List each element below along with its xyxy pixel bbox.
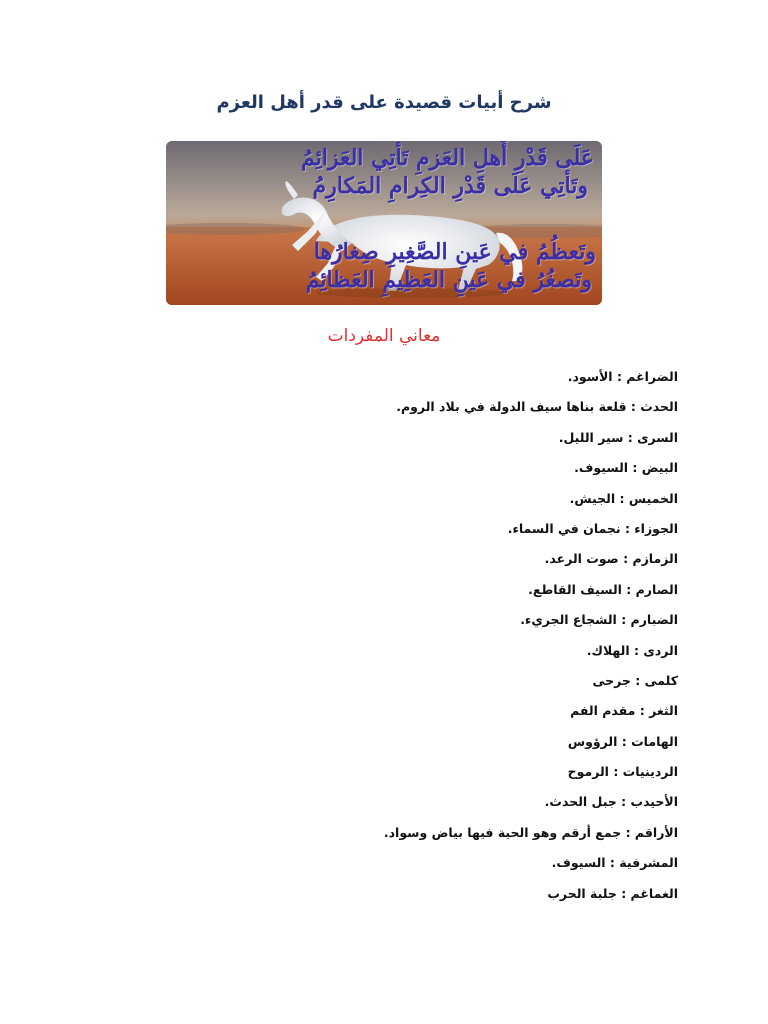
page-title: شرح أبيات قصيدة على قدر أهل العزم <box>216 92 552 113</box>
vocabulary-item: البيض : السيوف. <box>574 460 678 476</box>
poem-banner-image <box>166 141 602 305</box>
vocabulary-item: الثغر : مقدم الفم <box>570 703 678 719</box>
vocabulary-item: كلمى : جرحى <box>592 672 678 688</box>
vocabulary-item: الأحيدب : جبل الحدث. <box>544 794 678 810</box>
vocabulary-item: المشرفية : السيوف. <box>551 855 678 871</box>
vocabulary-item: السرى : سير الليل. <box>558 429 678 445</box>
vocabulary-item: الزمازم : صوت الرعد. <box>544 551 678 567</box>
vocabulary-item: الهامات : الرؤوس <box>567 733 678 749</box>
poem-line-2: وتَأتِي عَلَى قَدْرِ الكِرامِ المَكارِمُ <box>312 173 588 199</box>
vocabulary-item: الردى : الهلاك. <box>586 642 678 658</box>
poem-line-4: وتَصغُرُ في عَينِ العَظِيمِ العَظائِمُ <box>305 267 592 293</box>
vocabulary-item: الصارم : السيف القاطع. <box>528 581 678 597</box>
vocabulary-item: الضراغم : الأسود. <box>567 369 678 384</box>
vocabulary-item: الجوزاء : نجمان في السماء. <box>507 520 678 536</box>
vocabulary-item: الحدث : قلعة بناها سيف الدولة في بلاد الروم. <box>396 399 678 415</box>
section-heading-vocabulary: معاني المفردات <box>327 326 441 346</box>
vocabulary-item: الضبارم : الشجاع الجريء. <box>520 612 678 628</box>
vocabulary-item: الردينيات : الرموح <box>567 764 678 780</box>
poem-line-1: عَلَى قَدْرِ أَهلِ العَزمِ تَأتِي العَزائِمُ <box>300 145 594 171</box>
vocabulary-list <box>178 362 678 909</box>
vocabulary-item: الأراقم : جمع أرقم وهو الحية فيها بياض وسواد. <box>383 824 678 840</box>
poem-line-3: وتَعظُمُ في عَينِ الصَّغِيرِ صِغارُها <box>313 239 596 265</box>
vocabulary-item: الغماغم : جلبة الحرب <box>547 885 678 901</box>
vocabulary-item: الخميس : الجيش. <box>569 490 678 506</box>
